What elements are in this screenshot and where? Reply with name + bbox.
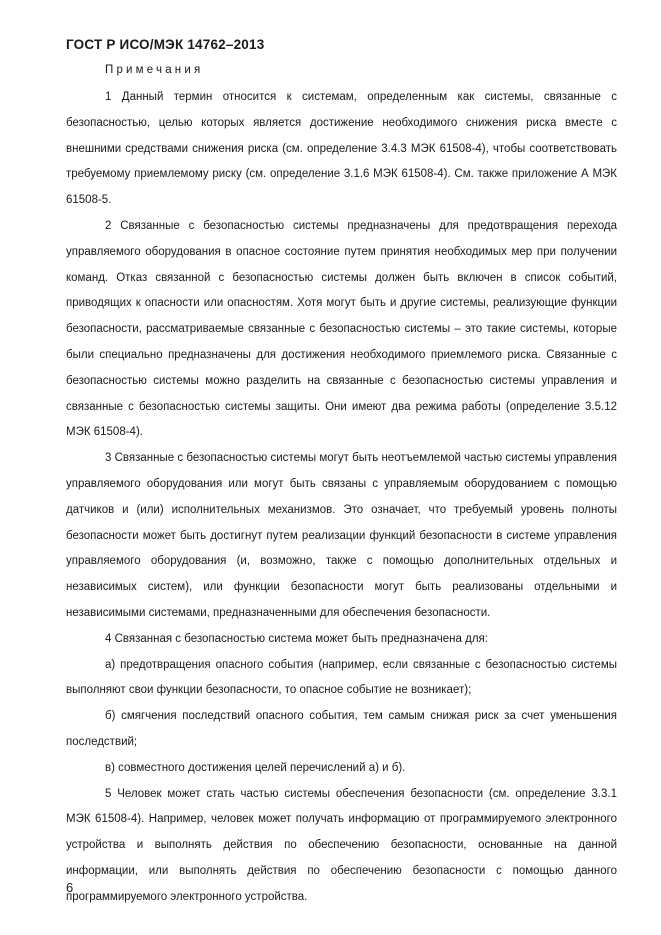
note-1: 1 Данный термин относится к системам, определенным как системы, связанные с безопасностью, целью которых является достижение необходимого снижения риска вместе с внешними средствами снижения риска (см. определение 3.4.3 МЭК 61508-4), чтобы соответствовать требуемому приемлемому риску (см. определение 3.1.6 МЭК 61508-4). См. также приложение А МЭК 61508-5. <box>66 91 617 207</box>
notes-heading: Примечания <box>105 64 204 76</box>
standard-header: ГОСТ Р ИСО/МЭК 14762–2013 <box>66 37 265 52</box>
note-4-item-a: а) предотвращения опасного события (например, если связанные с безопасностью системы выполняют свои функции безопасности, то опасное событие не возникает); <box>66 658 617 697</box>
note-4-item-b: б) смягчения последствий опасного события, тем самым снижая риск за счет уменьшения последствий; <box>66 710 617 748</box>
note-2: 2 Связанные с безопасностью системы предназначены для предотвращения перехода управляемого оборудования в опасное состояние путем принятия необходимых мер при получении команд. Отказ связанной с безопасностью системы должен быть включен в список событий, приводящих к опасности или опасностям. Хотя могут быть и другие системы, реализующие функции безопасности, рассматриваемые связанные с безопасностью системы – это такие системы, которые были специально предназначены для достижения необходимого приемлемого риска. Связанные с безопасностью системы можно разделить на связанные с безопасностью системы управления и связанные с безопасностью системы защиты. Они имеют два режима работы (определение 3.5.12 МЭК 61508-4). <box>66 219 617 439</box>
note-5: 5 Человек может стать частью системы обеспечения безопасности (см. определение 3.3.1 МЭК 61508-4). Например, человек может получать информацию от программируемого электронного устройства и выполнять действия по обеспечению безопасности, основанные на данной информации, или выполнять действия по обеспечению безопасности с помощью данного программируемого электронного устройства. <box>66 787 617 903</box>
notes-body <box>66 85 617 911</box>
note-3: 3 Связанные с безопасностью системы могут быть неотъемлемой частью системы управления управляемого оборудования или могут быть связаны с управляемым оборудованием с помощью датчиков и (или) исполнительных механизмов. Это означает, что требуемый уровень полноты безопасности может быть достигнут путем реализации функций безопасности в системе управления управляемого оборудования (и, возможно, также с помощью дополнительных отдельных и независимых систем), или функции безопасности могут быть реализованы отдельными и независимыми системами, предназначенными для обеспечения безопасности. <box>66 452 617 619</box>
note-4: 4 Связанная с безопасностью система может быть предназначена для: <box>105 632 488 645</box>
page-number: 6 <box>66 880 74 895</box>
note-4-item-c: в) совместного достижения целей перечислений а) и б). <box>105 761 406 774</box>
